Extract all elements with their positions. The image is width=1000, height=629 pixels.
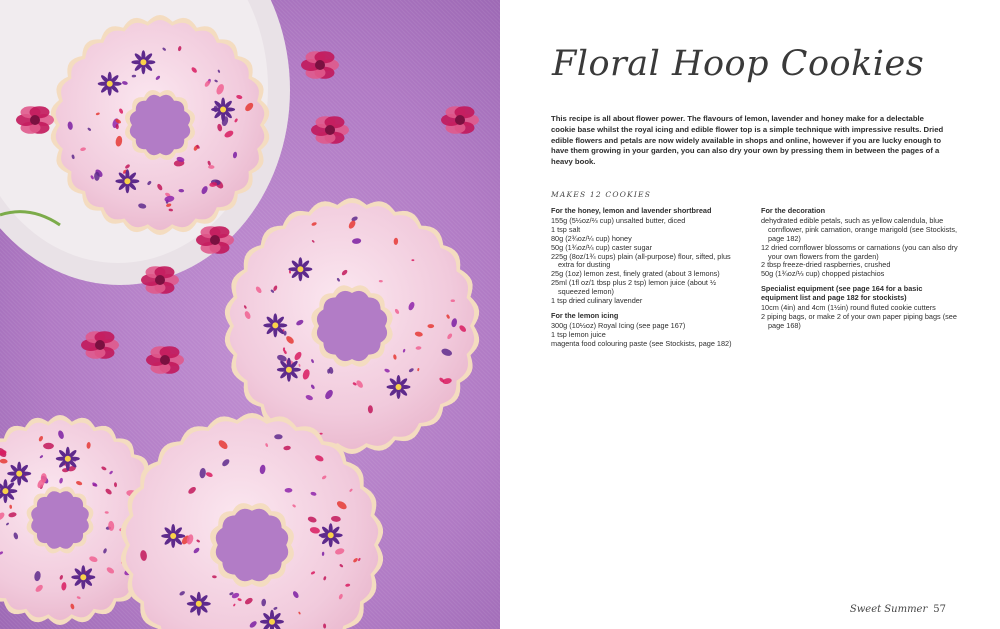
shortbread-list bbox=[551, 217, 747, 306]
flower bbox=[16, 106, 54, 134]
decoration-list bbox=[761, 217, 961, 279]
icing-list bbox=[551, 322, 747, 349]
list-item: 2 piping bags, or make 2 of your own paper piping bags (see page 168) bbox=[761, 311, 957, 330]
recipe-intro: This recipe is all about flower power. The flavours of lemon, lavender and honey make for a delectable cookie base whilst the royal icing and edible flower top is a simple technique with impressive results. Dried edible flowers and petals are now widely available in shops and online, however if you are lucky enough to have them growing in your garden, you can also dry your own by pressing them in between the pages of a heavy book. bbox=[551, 114, 944, 167]
flower bbox=[146, 346, 184, 374]
list-item: 225g (8oz/1¾ cups) plain (all-purpose) flour, sifted, plus extra for dusting bbox=[551, 251, 731, 270]
list-item: 155g (5½oz/⅔ cup) unsalted butter, diced bbox=[551, 215, 686, 225]
list-item: 50g (1¾oz/⅓ cup) chopped pistachios bbox=[761, 269, 885, 279]
list-item: 50g (1¾oz/¼ cup) caster sugar bbox=[551, 242, 652, 252]
list-item: 10cm (4in) and 4cm (1½in) round fluted cookie cutters bbox=[761, 303, 936, 313]
flower bbox=[81, 331, 119, 359]
list-item: 25g (1oz) lemon zest, finely grated (about 3 lemons) bbox=[551, 269, 720, 279]
flower bbox=[301, 51, 339, 79]
flower bbox=[441, 106, 479, 134]
equipment-heading: Specialist equipment (see page 164 for a basic equipment list and page 182 for stockists) bbox=[761, 284, 923, 303]
list-item: 25ml (1fl oz/1 tbsp plus 2 tsp) lemon juice (about ½ squeezed lemon) bbox=[551, 278, 717, 297]
recipe-title: Floral Hoop Cookies bbox=[552, 44, 925, 84]
list-item: 1 tsp salt bbox=[551, 224, 581, 234]
shortbread-heading: For the honey, lemon and lavender shortbread bbox=[551, 206, 712, 215]
page-number: 57 bbox=[933, 604, 946, 615]
flower bbox=[141, 266, 179, 294]
yield-label: MAKES 12 COOKIES bbox=[551, 190, 652, 199]
section-name: Sweet Summer bbox=[849, 604, 928, 615]
list-item: 300g (10½oz) Royal Icing (see page 167) bbox=[551, 320, 686, 330]
ingredients-column-left bbox=[551, 207, 747, 349]
list-item: 1 tsp dried culinary lavender bbox=[551, 296, 643, 306]
list-item: dehydrated edible petals, such as yellow calendula, blue cornflower, pink carnation, orange marigold (see Stockists, page 182) bbox=[761, 215, 957, 243]
recipe-page bbox=[500, 0, 1000, 629]
list-item: 1 tsp lemon juice bbox=[551, 329, 606, 339]
flower bbox=[311, 116, 349, 144]
list-item: 12 dried cornflower blossoms or carnations (you can also dry your own flowers from the garden) bbox=[761, 242, 958, 261]
equipment-list bbox=[761, 304, 961, 331]
cookie bbox=[225, 198, 479, 454]
decoration-heading: For the decoration bbox=[761, 206, 826, 215]
ingredients-column-right bbox=[761, 207, 961, 331]
flower bbox=[196, 226, 234, 254]
icing-heading: For the lemon icing bbox=[551, 310, 619, 320]
page-footer bbox=[850, 604, 946, 615]
list-item: 2 tbsp freeze-dried raspberries, crushed bbox=[761, 260, 891, 270]
list-item: magenta food colouring paste (see Stockists, page 182) bbox=[551, 338, 732, 348]
list-item: 80g (2¾oz/¼ cup) honey bbox=[551, 233, 632, 243]
